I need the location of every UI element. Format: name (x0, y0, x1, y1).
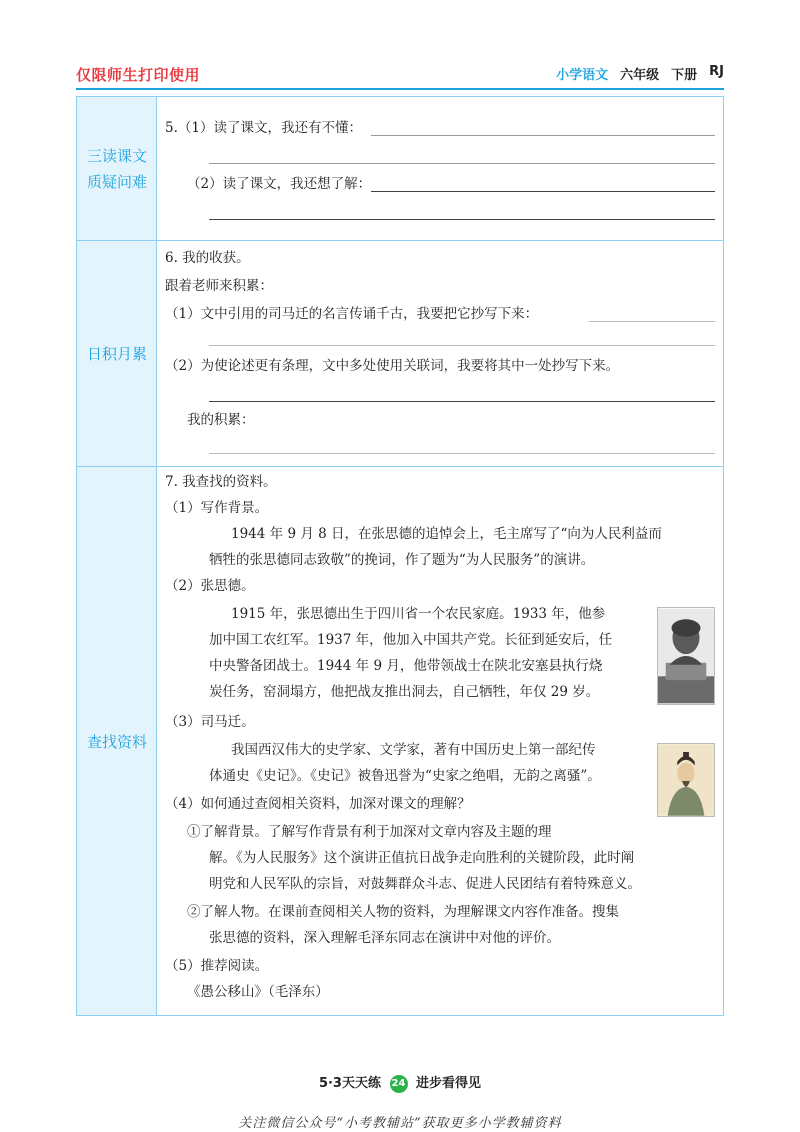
section-label-line: 日积月累 (86, 345, 147, 363)
q7-heading-5: （5）推荐阅读。 (165, 958, 269, 974)
q7-text: 炭任务，窑洞塌方，他把战友推出洞去，自己牺牲，年仅 29 岁。 (209, 684, 600, 700)
question-7 (165, 467, 715, 1017)
answer-line[interactable] (209, 401, 715, 402)
volume-label: 下册 (671, 68, 698, 83)
q7-text: 1944 年 9 月 8 日，在张思德的追悼会上，毛主席写了“向为人民利益而 (231, 526, 662, 542)
sima-qian-portrait-image (657, 743, 715, 817)
q5-part1: 5.（1）读了课文，我还有不懂： (165, 120, 362, 136)
header-divider (76, 88, 724, 90)
edition-label: RJ (709, 64, 724, 79)
section-label-line: 查找资料 (86, 733, 147, 751)
print-notice: 仅限师生打印使用 (76, 66, 201, 84)
question-5 (165, 97, 715, 241)
q7-text: 体通史《史记》。《史记》被鲁迅誉为“史家之绝唱，无韵之离骚”。 (209, 768, 601, 784)
q7-text: 我国西汉伟大的史学家、文学家，著有中国历史上第一部纪传 (231, 742, 596, 758)
q7-heading-2: （2）张思德。 (165, 578, 255, 594)
q6-part3: 我的积累： (187, 412, 255, 428)
q7-text: 1915 年，张思德出生于四川省一个农民家庭。1933 年，他参 (231, 606, 606, 622)
section-label-research (77, 467, 157, 1017)
answer-line[interactable] (589, 321, 715, 322)
answer-line[interactable] (209, 345, 715, 346)
q7-text: ②了解人物。在课前查阅相关人物的资料，为理解课文内容作准备。搜集 (187, 904, 619, 920)
section-label-questions (77, 97, 157, 241)
q7-text: 加中国工农红军。1937 年，他加入中国共产党。长征到延安后，任 (209, 632, 613, 648)
q7-text: 张思德的资料，深入理解毛泽东同志在演讲中对他的评价。 (209, 930, 560, 946)
q5-part2: （2）读了课文，我还想了解： (187, 176, 372, 192)
answer-line[interactable] (209, 163, 715, 164)
q6-title: 6. 我的收获。 (165, 250, 250, 266)
section-label-line: 三读课文 (86, 147, 147, 165)
answer-line[interactable] (209, 219, 715, 220)
answer-line[interactable] (371, 135, 715, 136)
section-label-line: 质疑问难 (86, 173, 147, 191)
q6-part1: （1）文中引用的司马迁的名言传诵千古，我要把它抄写下来： (165, 306, 539, 322)
q6-intro: 跟着老师来积累： (165, 278, 273, 294)
worksheet-table (76, 96, 724, 1016)
q7-title: 7. 我查找的资料。 (165, 474, 277, 490)
brand-label: 5·3天天练 (318, 1076, 381, 1091)
q7-text: 牺牲的张思德同志致敬”的挽词，作了题为“为人民服务”的演讲。 (209, 552, 595, 568)
slogan-label: 进步看得见 (416, 1076, 482, 1091)
question-6 (165, 241, 715, 467)
q6-part2: （2）为使论述更有条理，文中多处使用关联词，我要将其中一处抄写下来。 (165, 358, 620, 374)
book-info (556, 64, 724, 83)
zhang-side-bust-image (657, 607, 715, 705)
q7-text: 明党和人民军队的宗旨，对鼓舞群众斗志、促进人民团结有着特殊意义。 (209, 876, 641, 892)
q7-text: 《愚公移山》（毛泽东） (187, 984, 329, 1000)
subject-label: 小学语文 (556, 68, 609, 83)
q7-text: 中央警备团战士。1944 年 9 月，他带领战士在陕北安塞县执行烧 (209, 658, 603, 674)
section-label-accumulate (77, 241, 157, 467)
q7-heading-3: （3）司马迁。 (165, 714, 255, 730)
q7-heading-1: （1）写作背景。 (165, 500, 269, 516)
answer-line[interactable] (371, 191, 715, 192)
q7-heading-4: （4）如何通过查阅相关资料，加深对课文的理解？ (165, 796, 471, 812)
grade-label: 六年级 (620, 68, 660, 83)
page-number-badge: 24 (390, 1075, 408, 1093)
page-footer (0, 1072, 800, 1093)
q7-text: ①了解背景。了解写作背景有利于加深对文章内容及主题的理 (187, 824, 552, 840)
q7-text: 解。《为人民服务》这个演讲正值抗日战争走向胜利的关键阶段，此时阐 (209, 850, 635, 866)
watermark-text: 关注微信公众号“小考教辅站”获取更多小学教辅资料 (238, 1116, 562, 1131)
answer-line[interactable] (209, 453, 715, 454)
